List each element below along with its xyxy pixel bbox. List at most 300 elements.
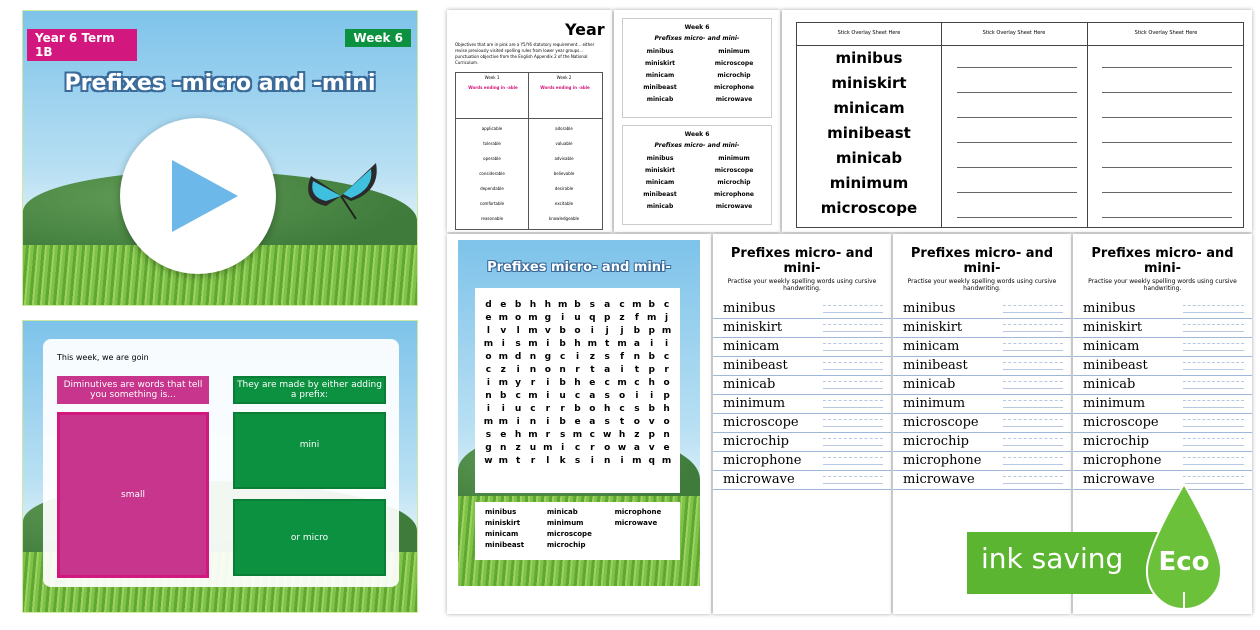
- grid-letter: n: [500, 443, 507, 453]
- handwriting-word: microchip: [713, 433, 891, 452]
- grid-letter: m: [587, 339, 598, 349]
- card-week: Week 6: [684, 24, 710, 31]
- overlay-header: Stick Overlay Sheet Here: [982, 30, 1046, 36]
- grid-letter: i: [650, 339, 654, 349]
- wordsearch-page: [447, 234, 711, 614]
- objective-word: applicable: [481, 126, 503, 131]
- objective-word: tolerable: [483, 141, 501, 146]
- grid-letter: f: [634, 313, 639, 323]
- handwriting-title: Prefixes micro- and mini-: [910, 246, 1054, 276]
- write-line: [1102, 92, 1232, 93]
- wordsearch-word: minicam: [485, 530, 519, 538]
- grid-letter: c: [574, 391, 581, 401]
- card-title: Prefixes micro- and mini-: [654, 142, 740, 149]
- grid-letter: e: [485, 313, 492, 323]
- grid-letter: p: [663, 391, 670, 401]
- handwriting-title: Prefixes micro- and mini-: [730, 246, 874, 276]
- card-word: miniskirt: [644, 60, 676, 67]
- card-word: microwave: [715, 96, 753, 103]
- handwriting-word: miniskirt: [713, 319, 891, 338]
- handwriting-word: microscope: [893, 414, 1071, 433]
- grid-letter: m: [498, 378, 508, 388]
- handwriting-word: miniskirt: [893, 319, 1071, 338]
- grid-letter: b: [574, 404, 581, 414]
- handwriting-word: microchip: [893, 433, 1071, 452]
- grid-letter: g: [544, 352, 552, 362]
- grid-letter: h: [648, 378, 655, 388]
- grid-letter: t: [515, 456, 521, 466]
- wordsearch-word: microscope: [546, 530, 592, 538]
- handwriting-lines: [893, 300, 1071, 490]
- grid-letter: d: [485, 300, 492, 310]
- grid-letter: m: [572, 430, 583, 440]
- grid-letter: w: [484, 456, 493, 466]
- grid-letter: b: [648, 404, 655, 414]
- grid-letter: o: [515, 313, 522, 323]
- grid-letter: i: [650, 391, 654, 401]
- grid-letter: c: [559, 352, 566, 362]
- play-button[interactable]: [120, 118, 276, 274]
- grid-letter: i: [501, 339, 505, 349]
- handwriting-word: minicam: [1073, 338, 1252, 357]
- write-line: [1102, 167, 1232, 168]
- grid-letter: c: [530, 404, 536, 414]
- content-panel: [43, 339, 399, 587]
- handwriting-word: microchip: [1073, 433, 1252, 452]
- handwriting-subtitle: Practise your weekly spelling words using cursive handwriting.: [727, 278, 877, 292]
- overlay-row: [797, 149, 1245, 174]
- card-word: minicab: [646, 203, 674, 210]
- card-word: minicam: [645, 72, 675, 79]
- grid-letter: m: [632, 456, 642, 466]
- handwriting-word: minimum: [893, 395, 1071, 414]
- term-label: Year 6 Term 1B: [27, 29, 137, 61]
- grid-letter: r: [530, 456, 536, 466]
- grid-letter: s: [589, 300, 596, 310]
- grid-letter: z: [515, 443, 521, 453]
- grid-letter: e: [589, 378, 596, 388]
- grid-letter: h: [618, 430, 626, 440]
- write-line: [957, 217, 1077, 218]
- handwriting-subtitle: Practise your weekly spelling words using cursive handwriting.: [1088, 278, 1237, 292]
- grid-letter: l: [516, 326, 520, 336]
- grid-letter: j: [620, 326, 624, 336]
- grid-letter: o: [663, 417, 670, 427]
- grid-letter: v: [648, 417, 655, 427]
- grid-letter: o: [633, 417, 640, 427]
- butterfly-icon: [301, 161, 381, 211]
- grid-letter: m: [528, 339, 538, 349]
- ink-saving-label: ink saving: [967, 532, 1177, 594]
- objectives-title: Year: [565, 20, 605, 39]
- objectives-page: [447, 10, 612, 232]
- objectives-text: Objectives that are in pink are a Y5/Y6 statutory requirement... either revise previously visited spelling rules from lower year groups... punctuation objective from the English Appendix 2 of the National Curriculum.: [455, 42, 595, 65]
- grid-letter: y: [515, 378, 522, 388]
- grid-letter: p: [648, 430, 655, 440]
- grid-letter: a: [604, 365, 611, 375]
- grid-letter: m: [661, 326, 672, 336]
- wordsearch-word: minicab: [546, 508, 578, 516]
- grid-letter: i: [486, 378, 490, 388]
- card-word: minimum: [718, 155, 750, 162]
- grid-letter: q: [648, 456, 655, 466]
- word-cards-page: [614, 10, 780, 232]
- grid-letter: i: [620, 456, 624, 466]
- grid-letter: h: [603, 404, 611, 414]
- card-word: minibeast: [643, 84, 677, 91]
- grid-letter: c: [619, 300, 625, 310]
- grid-letter: b: [559, 378, 566, 388]
- grid-letter: m: [498, 456, 508, 466]
- objective-word: operable: [483, 156, 501, 161]
- card-word: minimum: [718, 48, 750, 55]
- rule-label: Words ending in -able: [540, 85, 590, 90]
- wordsearch-word: microchip: [546, 541, 586, 549]
- objective-word: advisable: [554, 156, 574, 161]
- objective-word: valuable: [555, 141, 573, 146]
- grid-letter: i: [590, 456, 594, 466]
- grid-letter: i: [516, 417, 520, 427]
- grid-letter: t: [605, 339, 610, 349]
- week-label: Week 6: [345, 29, 411, 47]
- overlay-row: [797, 74, 1245, 99]
- card-words: [623, 48, 771, 103]
- write-line: [957, 67, 1077, 68]
- grid-letter: s: [604, 417, 610, 427]
- overlay-sheet: [782, 10, 1252, 232]
- grid-letter: t: [590, 365, 595, 375]
- grid-letter: m: [617, 339, 627, 349]
- rule-label: Words ending in -able: [468, 85, 518, 90]
- wordsearch-word: minimum: [546, 519, 584, 527]
- play-icon: [170, 158, 240, 234]
- small-box: small: [57, 412, 209, 578]
- grid-letter: e: [574, 417, 581, 427]
- grid-letter: r: [590, 443, 595, 453]
- grid-letter: u: [529, 443, 537, 453]
- grid-letter: z: [634, 430, 640, 440]
- grid-letter: n: [529, 417, 537, 427]
- grid-letter: r: [545, 404, 551, 414]
- overlay-word: minibus: [835, 49, 903, 67]
- grid-letter: m: [617, 378, 627, 388]
- grid-letter: p: [648, 365, 655, 375]
- micro-box: or micro: [233, 499, 386, 576]
- grid-letter: m: [528, 326, 538, 336]
- wordsearch-word: minibus: [485, 508, 517, 516]
- grid-letter: w: [617, 443, 627, 453]
- grid-letter: i: [561, 313, 565, 323]
- grid-letter: n: [559, 365, 566, 375]
- grid-letter: c: [589, 430, 596, 440]
- overlay-word: miniskirt: [831, 74, 907, 92]
- overlay-word: minicam: [833, 99, 905, 117]
- grid-letter: s: [559, 430, 566, 440]
- grid-letter: m: [528, 313, 538, 323]
- grid-letter: s: [604, 391, 610, 401]
- card-word: minibus: [646, 48, 674, 55]
- grid-letter: b: [574, 300, 581, 310]
- handwriting-word: minibeast: [1073, 357, 1252, 376]
- overlay-row: [797, 49, 1245, 74]
- objective-word: reasonable: [480, 216, 504, 221]
- grid-letter: a: [604, 300, 611, 310]
- grid-letter: b: [648, 300, 655, 310]
- grid-letter: i: [561, 443, 565, 453]
- handwriting-word: minibeast: [893, 357, 1071, 376]
- card-word: microphone: [714, 84, 754, 91]
- grid-letter: m: [528, 430, 538, 440]
- card-word: miniskirt: [644, 167, 676, 174]
- card-words: [623, 155, 771, 210]
- handwriting-word: minicam: [893, 338, 1071, 357]
- grid-letter: o: [589, 404, 596, 414]
- card-word: minibeast: [643, 191, 677, 198]
- grid-letter: c: [485, 365, 492, 375]
- handwriting-word: microwave: [713, 471, 891, 490]
- objective-word: believable: [553, 171, 575, 176]
- handwriting-page-1: [713, 234, 891, 614]
- card-word: microscope: [714, 60, 754, 67]
- slide-title: Prefixes -micro and -mini: [64, 71, 376, 96]
- handwriting-word: microwave: [1073, 471, 1252, 490]
- grid-letter: r: [560, 404, 565, 414]
- handwriting-word: minibus: [713, 300, 891, 319]
- grid-letter: o: [663, 378, 670, 388]
- handwriting-word: minibus: [893, 300, 1071, 319]
- write-line: [957, 167, 1077, 168]
- handwriting-word: minicam: [713, 338, 891, 357]
- grid-letter: i: [635, 391, 639, 401]
- grid-letter: r: [664, 365, 669, 375]
- grid-letter: c: [574, 443, 581, 453]
- grid-letter: g: [485, 443, 492, 453]
- card-word: microwave: [715, 203, 753, 210]
- grid-letter: o: [618, 391, 626, 401]
- overlay-word: minibeast: [827, 124, 911, 142]
- grid-letter: c: [619, 404, 625, 414]
- card-word: minibus: [646, 155, 674, 162]
- grid-letter: r: [545, 430, 551, 440]
- overlay-row: [797, 174, 1245, 199]
- overlay-word: microscope: [820, 199, 918, 217]
- grid-letter: u: [574, 313, 581, 323]
- grid-letter: t: [634, 365, 640, 375]
- grid-letter: r: [530, 378, 536, 388]
- handwriting-word: minibus: [1073, 300, 1252, 319]
- grid-letter: m: [498, 417, 508, 427]
- write-line: [1102, 67, 1232, 68]
- overlay-row: [797, 199, 1245, 224]
- grid-letter: u: [559, 391, 566, 401]
- grid-letter: b: [648, 352, 655, 362]
- handwriting-word: miniskirt: [1073, 319, 1252, 338]
- grid-letter: h: [529, 300, 537, 310]
- overlay-header: Stick Overlay Sheet Here: [837, 30, 901, 36]
- card-title: Prefixes micro- and mini-: [654, 35, 740, 42]
- grid-letter: b: [500, 391, 507, 401]
- grid-letter: h: [574, 339, 581, 349]
- objective-word: adorable: [555, 126, 573, 131]
- handwriting-word: microphone: [713, 452, 891, 471]
- grid-letter: n: [529, 352, 537, 362]
- wordsearch-word: minibeast: [485, 541, 525, 549]
- grid-letter: b: [514, 300, 522, 310]
- grid-letter: i: [575, 352, 580, 362]
- objective-word: excitable: [554, 201, 574, 206]
- grid-letter: j: [665, 313, 669, 323]
- handwriting-word: microscope: [1073, 414, 1252, 433]
- grid-letter: d: [514, 352, 522, 362]
- grid-letter: e: [500, 430, 507, 440]
- write-line: [957, 142, 1077, 143]
- overlay-row: [797, 99, 1245, 124]
- wordsearch-word: microphone: [614, 508, 662, 516]
- grid-letter: k: [559, 456, 566, 466]
- col-header: Week 1: [484, 75, 500, 80]
- handwriting-subtitle: Practise your weekly spelling words using cursive handwriting.: [907, 278, 1057, 292]
- grid-letter: m: [498, 313, 508, 323]
- grid-letter: v: [500, 326, 507, 336]
- grid-letter: m: [557, 300, 568, 310]
- grid-letter: l: [486, 326, 490, 336]
- grid-letter: q: [589, 313, 596, 323]
- grid-letter: c: [634, 378, 640, 388]
- definition-box: Diminutives are words that tell you something is...: [57, 376, 209, 404]
- handwriting-lines: [1073, 300, 1252, 490]
- grid-letter: o: [485, 352, 492, 362]
- grid-letter: c: [515, 391, 521, 401]
- grid-letter: a: [589, 417, 596, 427]
- card-word: microphone: [714, 191, 754, 198]
- grid-letter: e: [500, 300, 507, 310]
- grid-letter: v: [544, 326, 551, 336]
- grid-letter: s: [515, 339, 521, 349]
- card-word: minicam: [645, 179, 675, 186]
- grid-letter: f: [620, 352, 624, 362]
- grid-letter: b: [633, 326, 641, 336]
- word-card: [622, 18, 772, 118]
- grid-letter: m: [543, 443, 553, 453]
- grid-letter: i: [516, 365, 520, 375]
- grid-letter: p: [648, 326, 655, 336]
- grid-letter: c: [604, 378, 610, 388]
- grid-letter: i: [590, 326, 594, 336]
- grid-letter: i: [620, 365, 624, 375]
- grid-letter: u: [514, 404, 522, 414]
- card-week: Week 6: [684, 131, 710, 138]
- grid-letter: h: [514, 430, 522, 440]
- grid-letter: a: [633, 443, 640, 453]
- grid-letter: h: [574, 378, 581, 388]
- overlay-row: [797, 124, 1245, 149]
- grid-letter: v: [648, 443, 655, 453]
- grid-letter: z: [619, 313, 625, 323]
- grid-letter: s: [634, 404, 640, 414]
- grid-letter: h: [663, 404, 670, 414]
- grid-letter: m: [483, 339, 494, 349]
- content-slide: [22, 320, 418, 613]
- overlay-header: Stick Overlay Sheet Here: [1134, 30, 1198, 36]
- handwriting-word: minicab: [713, 376, 891, 395]
- grid-letter: a: [633, 339, 640, 349]
- grid-letter: p: [603, 313, 611, 323]
- handwriting-word: minimum: [713, 395, 891, 414]
- grid-letter: w: [603, 430, 612, 440]
- grid-letter: i: [546, 391, 550, 401]
- letter-grid: [481, 300, 674, 466]
- eco-label: Eco: [1158, 547, 1210, 577]
- grid-letter: r: [575, 365, 580, 375]
- grid-letter: n: [603, 456, 611, 466]
- handwriting-lines: [713, 300, 891, 490]
- handwriting-word: microscope: [713, 414, 891, 433]
- handwriting-word: minimum: [1073, 395, 1252, 414]
- card-word: microchip: [717, 179, 751, 186]
- objective-word: knowledgeable: [548, 216, 580, 221]
- write-line: [957, 192, 1077, 193]
- grid-letter: h: [544, 300, 551, 310]
- grid-letter: e: [663, 443, 670, 453]
- overlay-word: minimum: [829, 174, 909, 192]
- card-word: microchip: [717, 72, 751, 79]
- card-word: microscope: [714, 167, 754, 174]
- prefix-box: They are made by either adding a prefix:: [233, 376, 386, 404]
- grid-letter: n: [485, 391, 492, 401]
- grid-letter: o: [604, 443, 611, 453]
- handwriting-word: minicab: [893, 376, 1071, 395]
- word-card: [622, 125, 772, 225]
- grid-letter: c: [663, 352, 670, 362]
- wordsearch-title: Prefixes micro- and mini-: [487, 260, 671, 275]
- handwriting-word: microphone: [893, 452, 1071, 471]
- grid-letter: z: [500, 365, 506, 375]
- write-line: [957, 92, 1077, 93]
- card-word: minicab: [646, 96, 674, 103]
- grid-letter: s: [485, 430, 492, 440]
- grid-letter: m: [632, 300, 642, 310]
- wordsearch-word: miniskirt: [485, 519, 521, 527]
- grid-letter: m: [661, 456, 672, 466]
- grid-letter: o: [574, 326, 581, 336]
- grid-letter: n: [633, 352, 641, 362]
- grid-letter: z: [589, 352, 595, 362]
- handwriting-word: microwave: [893, 471, 1071, 490]
- grid-letter: s: [604, 352, 610, 362]
- grid-letter: i: [546, 378, 550, 388]
- objective-word: desirable: [554, 186, 574, 191]
- handwriting-word: minibeast: [713, 357, 891, 376]
- grid-letter: i: [546, 417, 550, 427]
- grid-letter: g: [544, 313, 552, 323]
- write-line: [957, 117, 1077, 118]
- write-line: [1102, 217, 1232, 218]
- grid-letter: n: [529, 365, 537, 375]
- grid-letter: m: [483, 417, 494, 427]
- grid-letter: i: [665, 339, 669, 349]
- grid-letter: n: [663, 430, 670, 440]
- grid-letter: b: [559, 326, 566, 336]
- grid-letter: l: [546, 456, 550, 466]
- write-line: [1102, 192, 1232, 193]
- intro-text: This week, we are goin: [57, 353, 149, 362]
- handwriting-title: Prefixes micro- and mini-: [1091, 246, 1234, 276]
- handwriting-word: microphone: [1073, 452, 1252, 471]
- grid-letter: t: [619, 417, 625, 427]
- overlay-word: minicab: [835, 149, 903, 167]
- grid-letter: m: [498, 352, 508, 362]
- wordsearch-word: microwave: [614, 519, 658, 527]
